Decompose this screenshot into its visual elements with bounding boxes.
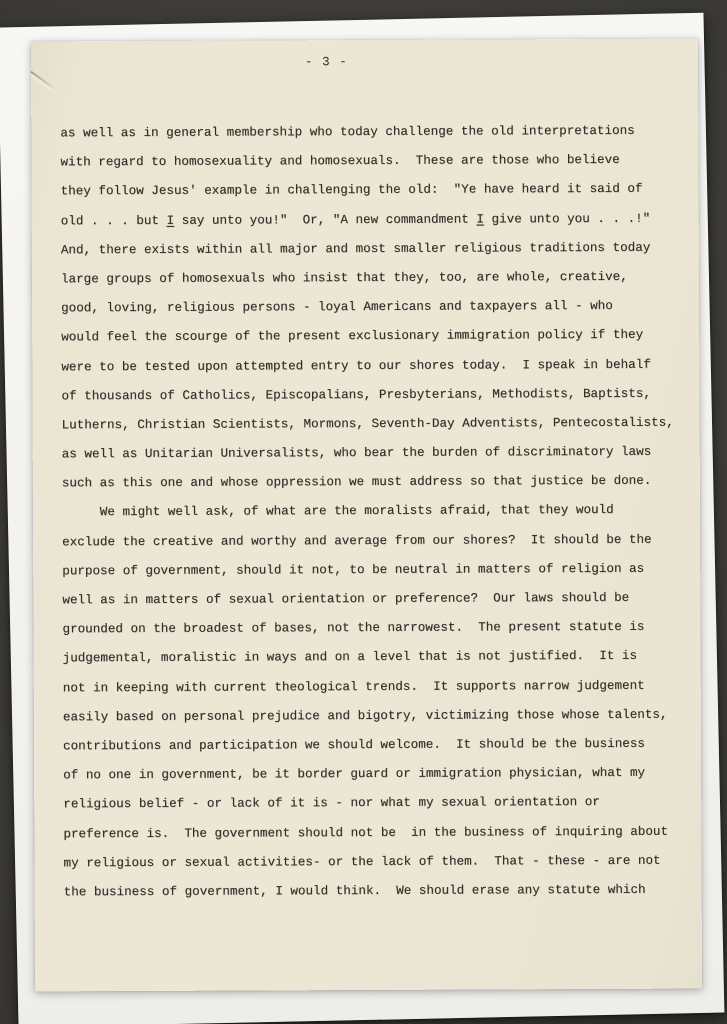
typewritten-line: preference is. The government should not be in the business of inquiring about — [63, 824, 669, 841]
typewritten-line: they follow Jesus' example in challenging the old: "Ye have heard it said of — [60, 182, 643, 199]
typewritten-line: were to be tested upon attempted entry to our shores today. I speak in behalf — [61, 357, 651, 374]
typewritten-line: Lutherns, Christian Scientists, Mormons, Seventh-Day Adventists, Pentecostalists, — [61, 415, 674, 433]
typewritten-line: exclude the creative and worthy and average from our shores? It should be the — [62, 532, 652, 549]
underlined-word: I — [166, 213, 175, 228]
typewritten-line: purpose of government, should it not, to be neutral in matters of religion as — [62, 561, 645, 579]
page-number: - 3 - — [304, 55, 348, 70]
typewritten-line: And, there exists within all major and most smaller religious traditions today — [60, 240, 651, 258]
typewritten-lines — [60, 117, 691, 908]
typewritten-line: with regard to homosexuality and homosexuals. These are those who believe — [60, 153, 620, 170]
typewritten-line: good, loving, religious persons - loyal Americans and taxpayers all - who — [61, 299, 613, 316]
typewritten-line: would feel the scourge of the present exclusionary immigration policy if they — [61, 328, 644, 345]
typewritten-line: as well as Unitarian Universalists, who bear the burden of discriminatory laws — [61, 444, 652, 462]
typewritten-line: contributions and participation we should welcome. It should be the business — [62, 736, 645, 754]
typewritten-line: judgemental, moralistic in ways and on a level that is not justified. It is — [62, 649, 638, 666]
typewritten-line: grounded on the broadest of bases, not the narrowest. The present statute is — [62, 619, 645, 637]
typewritten-line: large groups of homosexuals who insist that they, too, are whole, creative, — [60, 269, 628, 287]
typewritten-line: well as in matters of sexual orientation or preference? Our laws should be — [62, 590, 630, 608]
typewritten-line: the business of government, I would think. We should erase any statute which — [63, 882, 646, 900]
typewritten-line: of no one in government, be it border guard or immigration physician, what my — [63, 765, 646, 783]
typewritten-line: such as this one and whose oppression we must address so that justice be done. — [61, 474, 652, 491]
document-page — [31, 39, 702, 992]
typewritten-line: as well as in general membership who today challenge the old interpretations — [60, 123, 635, 141]
typewritten-line: my religious or sexual activities- or the lack of them. That - these - are not — [63, 853, 661, 871]
typewritten-line: easily based on personal prejudice and bigotry, victimizing those whose talents, — [62, 707, 668, 725]
typewritten-line: of thousands of Catholics, Episcopalians, Presbyterians, Methodists, Baptists, — [61, 386, 651, 404]
underlined-word: I — [476, 212, 484, 227]
typewritten-line: We might well ask, of what are the moralists afraid, that they would — [61, 503, 614, 520]
typewritten-line: not in keeping with current theological trends. It supports narrow judgement — [62, 678, 645, 695]
typewritten-line: old . . . but I say unto you!" Or, "A new commandment I give unto you . . .!" — [60, 211, 651, 228]
typewritten-line: religious belief - or lack of it is - nor what my sexual orientation or — [63, 795, 600, 812]
